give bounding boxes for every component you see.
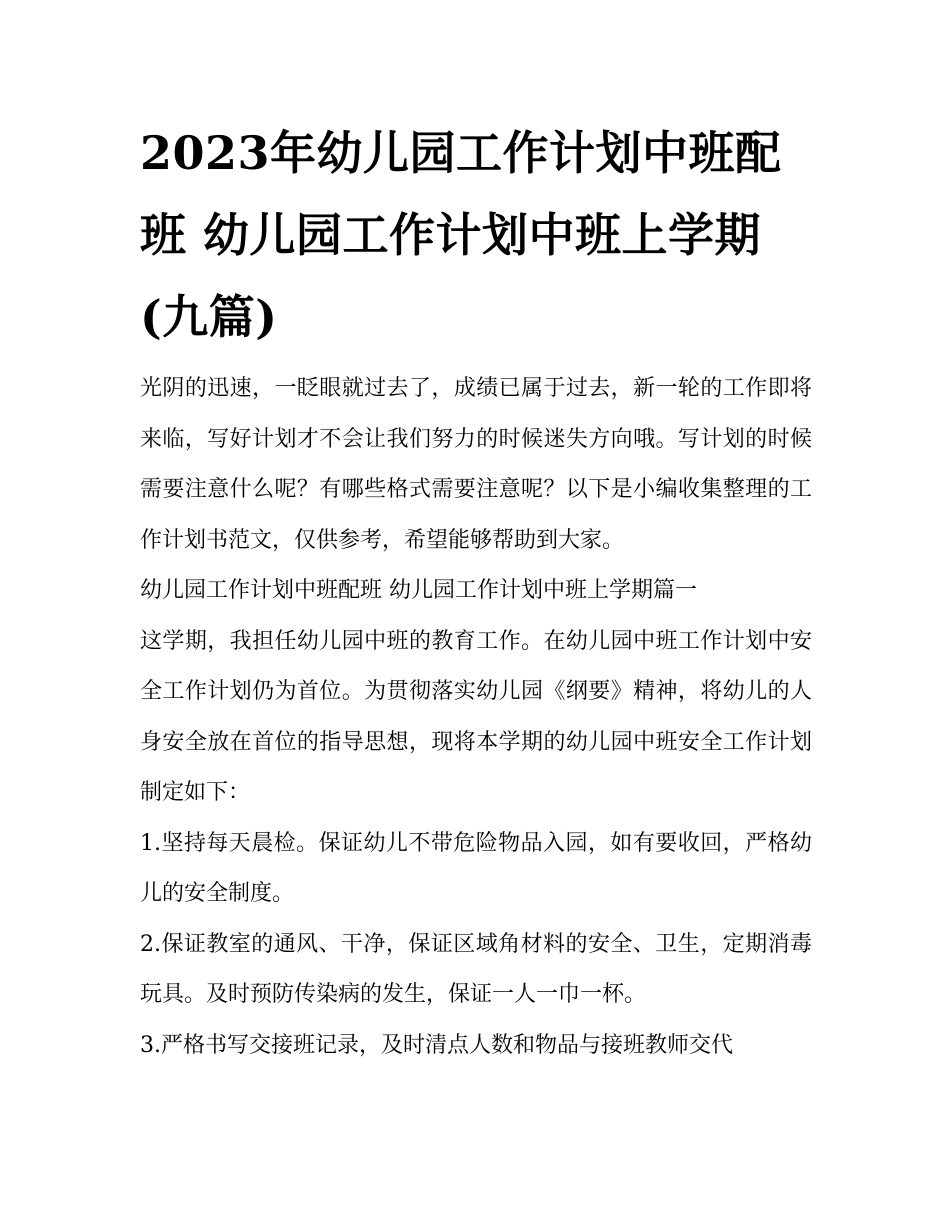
document-page [140, 112, 812, 1071]
list-item-3: 3.严格书写交接班记录，及时清点人数和物品与接班教师交代 [140, 1032, 733, 1058]
document-body [140, 364, 812, 1071]
list-item-1: 1.坚持每天晨检。保证幼儿不带危险物品入园，如有要收回，严格幼儿的安全制度。 [140, 830, 812, 906]
list-item-2: 2.保证教室的通风、干净，保证区域角材料的安全、卫生，定期消毒玩具。及时预防传染病的发生，保证一人一巾一杯。 [140, 931, 812, 1007]
section-heading: 幼儿园工作计划中班配班 幼儿园工作计划中班上学期篇一 [140, 578, 697, 603]
document-title: 2023年幼儿园工作计划中班配班 幼儿园工作计划中班上学期(九篇) [140, 126, 782, 344]
body-paragraph: 这学期，我担任幼儿园中班的教育工作。在幼儿园中班工作计划中安全工作计划仍为首位。为贯彻落实幼儿园《纲要》精神，将幼儿的人身安全放在首位的指导思想，现将本学期的幼儿园中班安全工作计划制定如下： [140, 628, 812, 805]
intro-paragraph: 光阴的迅速，一眨眼就过去了，成绩已属于过去，新一轮的工作即将来临，写好计划才不会让我们努力的时候迷失方向哦。写计划的时候需要注意什么呢？有哪些格式需要注意呢？以下是小编收集整理的工作计划书范文，仅供参考，希望能够帮助到大家。 [140, 376, 812, 553]
